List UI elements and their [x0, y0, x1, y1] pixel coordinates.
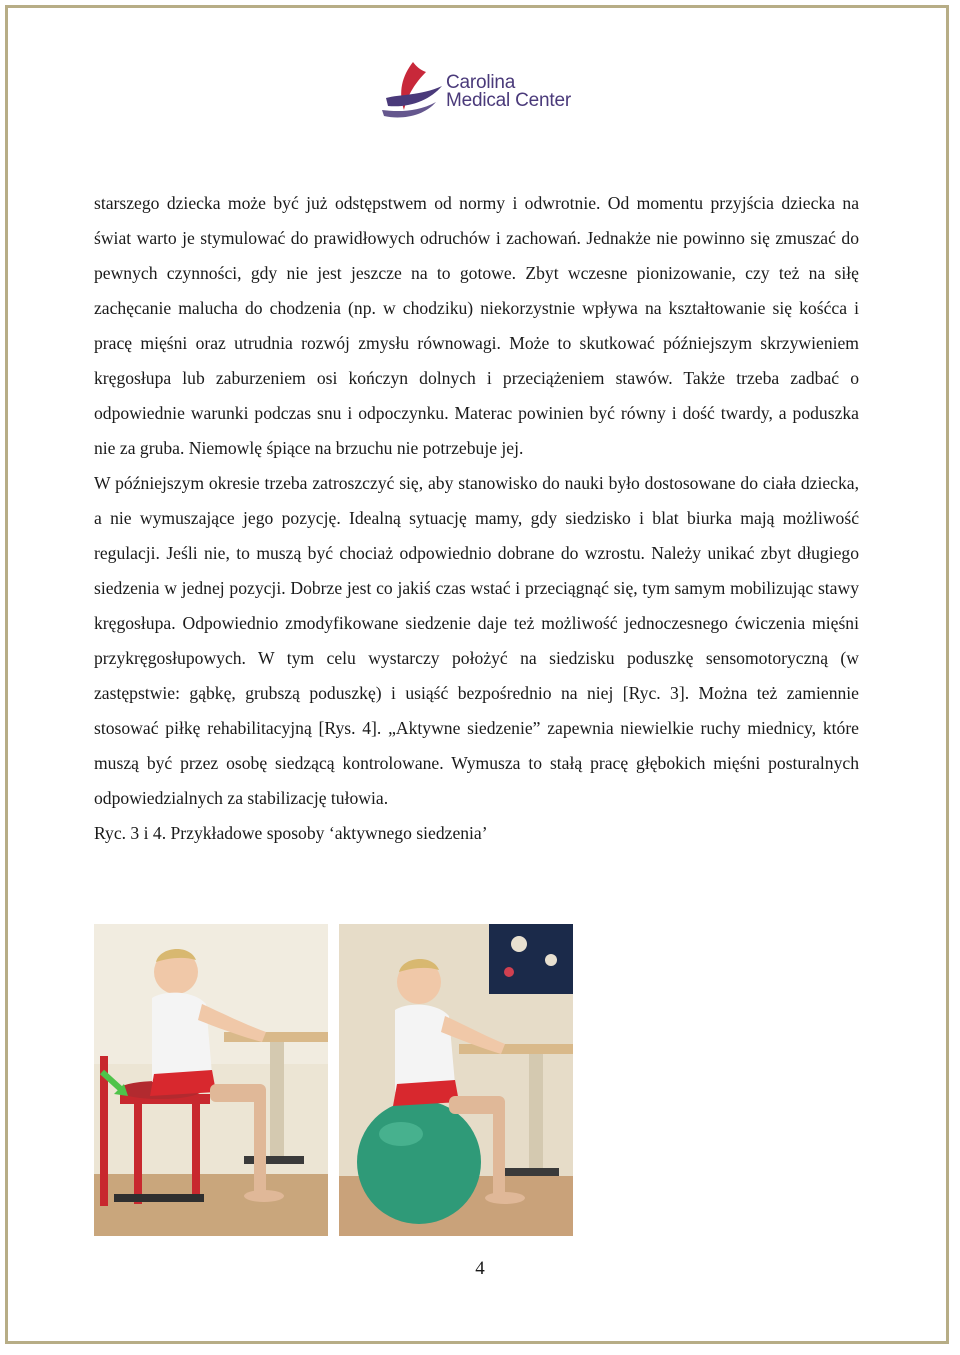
figure-caption: Ryc. 3 i 4. Przykładowe sposoby ‘aktywnego siedzenia’ — [94, 823, 488, 843]
photo-2 — [339, 924, 573, 1236]
logo-wordmark — [446, 74, 571, 110]
carolina-medical-center-logo — [380, 58, 580, 122]
photo-1 — [94, 924, 328, 1236]
document-body — [94, 186, 859, 851]
logo-line-1: Carolina — [446, 72, 516, 93]
logo-line-2: Medical Center — [446, 90, 571, 111]
child-on-exercise-ball-photo-icon — [339, 924, 573, 1236]
logo-swoosh-icon — [380, 58, 450, 122]
paragraph-1: starszego dziecka może być już odstępstwem od normy i odwrotnie. Od momentu przyjścia dziecka na świat warto je stymulować do prawidłowych odruchów i zachowań. Jednakże nie powinno się zmuszać do pewnych czynności, gdy nie jest jeszcze na to gotowe. Zbyt wczesne pionizowanie, czy też na siłę zachęcanie malucha do chodzenia (np. w chodziku) niekorzystnie wpływa na kształtowanie się kośćca i pracę mięśni oraz utrudnia rozwój zmysłu równowagi. Może to skutkować późniejszym skrzywieniem kręgosłupa lub zaburzeniem osi kończyn dolnych i przeciążeniem stawów. Także trzeba zadbać o odpowiednie warunki podczas snu i odpoczynku. Materac powinien być równy i dość twardy, a poduszka nie za gruba. Niemowlę śpiące na brzuchu nie potrzebuje jej. — [94, 193, 859, 458]
page-number: 4 — [475, 1258, 485, 1279]
paragraph-2: W późniejszym okresie trzeba zatroszczyć się, aby stanowisko do nauki było dostosowane do ciała dziecka, a nie wymuszające jego pozycję. Idealną sytuację mamy, gdy siedzisko i blat biurka mają możliwość regulacji. Jeśli nie, to muszą być chociaż odpowiednio dobrane do wzrostu. Należy unikać zbyt długiego siedzenia w jednej pozycji. Dobrze jest co jakiś czas wstać i przeciągnąć się, tym samym mobilizując stawy kręgosłupa. Odpowiednio zmodyfikowane siedzenie daje też możliwość jednoczesnego ćwiczenia mięśni przykręgosłupowych. W tym celu wystarczy położyć na siedzisku poduszkę sensomotoryczną (w zastępstwie: gąbkę, grubszą poduszkę) i usiąść bezpośrednio na niej [Ryc. 3]. Można też zamiennie stosować piłkę rehabilitacyjną [Rys. 4]. „Aktywne siedzenie” zapewnia niewielkie ruchy miednicy, które muszą być przez osobę siedzącą kontrolowane. Wymusza to stałą pracę głębokich mięśni posturalnych odpowiedzialnych za stabilizację tułowia. — [94, 473, 859, 808]
child-on-sensory-cushion-photo-icon — [94, 924, 328, 1236]
